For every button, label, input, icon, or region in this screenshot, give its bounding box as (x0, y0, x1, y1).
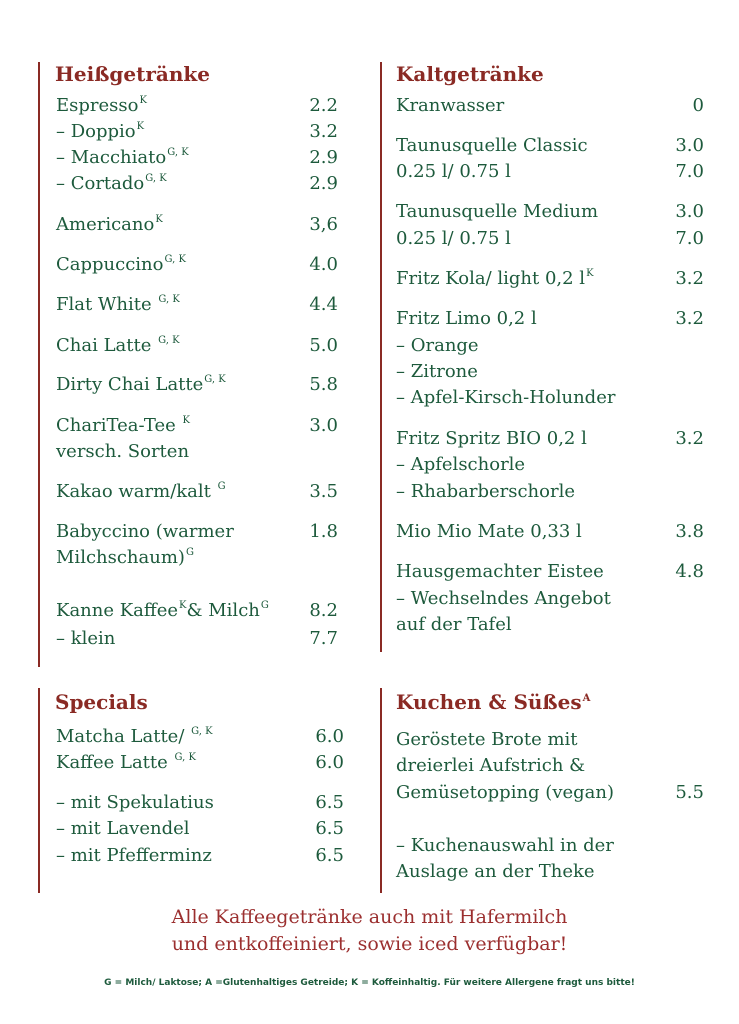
item-allergen: G, K (174, 752, 196, 763)
item-name: versch. Sorten (56, 441, 190, 462)
specials-section-border (38, 688, 40, 893)
item-name: Americano (56, 214, 155, 235)
item-name: Taunusquelle Classic (396, 135, 588, 156)
item-name-2: & Milch (186, 600, 260, 621)
menu-item (56, 547, 194, 568)
item-allergen: K (179, 600, 187, 611)
item-name: – Doppio (56, 121, 136, 142)
menu-item (396, 561, 604, 582)
item-name: ChariTea-Tee (56, 415, 182, 436)
item-price: 3.2 (309, 121, 338, 142)
menu-item (56, 415, 190, 436)
item-name: Kaffee Latte (56, 752, 174, 773)
menu-item (396, 782, 614, 803)
item-price: 3.0 (675, 201, 704, 222)
menu-item (396, 135, 588, 156)
menu-item (56, 818, 190, 839)
item-name: Taunusquelle Medium (396, 201, 599, 222)
item-price: 2.9 (309, 147, 338, 168)
item-price: 3,6 (309, 214, 338, 235)
menu-item (56, 214, 163, 235)
item-name: – Apfelschorle (396, 454, 526, 475)
item-allergen: G (185, 547, 194, 558)
item-name: – Cortado (56, 173, 145, 194)
item-allergen: K (139, 95, 147, 106)
item-name: – Apfel-Kirsch-Holunder (396, 387, 616, 408)
item-price: 6.5 (315, 845, 344, 866)
item-price: 7.0 (675, 161, 704, 182)
item-allergen: G, K (191, 726, 213, 737)
item-price: 3.5 (309, 481, 338, 502)
note-text (0, 904, 739, 958)
kalt-section-border (380, 62, 382, 652)
menu-item (56, 600, 269, 621)
item-name: – klein (56, 628, 116, 649)
item-price: 3.2 (675, 308, 704, 329)
item-price: 4.4 (309, 294, 338, 315)
item-price: 1.8 (309, 521, 338, 542)
item-name: Espresso (56, 95, 139, 116)
item-name: Flat White (56, 294, 158, 315)
menu-item (396, 335, 479, 356)
menu-item (56, 726, 213, 747)
note-line-1: Alle Kaffeegetränke auch mit Hafermilch (171, 906, 568, 928)
menu-item (396, 454, 525, 475)
item-name: 0.25 l/ 0.75 l (396, 161, 511, 182)
menu-item (396, 268, 594, 289)
item-name: Kakao warm/kalt (56, 481, 217, 502)
item-price: 3.0 (309, 415, 338, 436)
item-price: 3.8 (675, 521, 704, 542)
item-name: Hausgemachter Eistee (396, 561, 604, 582)
allergen-footer: G = Milch/ Laktose; A =Glutenhaltiges Getreide; K = Koffeinhaltig. Für weitere Allergene fragt uns bitte! (104, 978, 635, 988)
heiss-title: Heißgetränke (55, 62, 210, 86)
menu-item (56, 628, 115, 649)
item-price: 4.8 (675, 561, 704, 582)
item-name: Fritz Kola/ light 0,2 l (396, 268, 586, 289)
menu-item (396, 521, 582, 542)
item-name: – Kuchenauswahl in der (396, 835, 614, 856)
item-name: Gemüsetopping (vegan) (396, 782, 615, 803)
item-price: 6.0 (315, 726, 344, 747)
item-price: 2.2 (309, 95, 338, 116)
item-name: – Orange (396, 335, 479, 356)
menu-item (396, 95, 504, 116)
item-name: Kanne Kaffee (56, 600, 179, 621)
menu-item (396, 201, 598, 222)
item-name: – Zitrone (396, 361, 478, 382)
item-price: 5.0 (309, 335, 338, 356)
item-price: 0 (692, 95, 704, 116)
item-name: Matcha Latte/ (56, 726, 191, 747)
menu-item (396, 729, 578, 750)
menu-item (56, 441, 189, 462)
item-price: 7.7 (309, 628, 338, 649)
menu-item (396, 228, 511, 249)
item-allergen: G, K (167, 147, 189, 158)
item-price: 4.0 (309, 254, 338, 275)
menu-item (56, 121, 144, 142)
item-name: dreierlei Aufstrich & (396, 755, 586, 776)
menu-item (56, 294, 180, 315)
item-name: auf der Tafel (396, 614, 512, 635)
item-price: 7.0 (675, 228, 704, 249)
item-price: 2.9 (309, 173, 338, 194)
item-price: 3.0 (675, 135, 704, 156)
item-allergen: K (136, 121, 145, 132)
item-allergen: K (182, 415, 191, 426)
menu-item (396, 861, 595, 882)
menu-item (396, 835, 614, 856)
item-allergen: K (155, 214, 163, 225)
item-allergen: K (586, 268, 594, 279)
item-name: Fritz Spritz BIO 0,2 l (396, 428, 587, 449)
item-name: Auslage an der Theke (396, 861, 595, 882)
item-name: Fritz Limo 0,2 l (396, 308, 537, 329)
item-allergen-2: G (260, 600, 269, 611)
menu-item (396, 161, 511, 182)
heiss-section-border (38, 62, 40, 667)
menu-item (56, 374, 226, 395)
item-name: Dirty Chai Latte (56, 374, 204, 395)
menu-item (396, 481, 575, 502)
menu-item (396, 755, 585, 776)
kalt-title: Kaltgetränke (396, 62, 544, 86)
item-allergen: G, K (145, 173, 167, 184)
menu-item (396, 361, 478, 382)
menu-item (56, 95, 147, 116)
item-name: Chai Latte (56, 335, 158, 356)
item-name: Babyccino (warmer (56, 521, 234, 542)
kuchen-title (396, 690, 590, 714)
item-name: – Wechselndes Angebot (396, 588, 611, 609)
menu-item (56, 254, 186, 275)
menu-item (56, 521, 234, 542)
item-allergen: G, K (158, 335, 180, 346)
menu-item (396, 614, 512, 635)
menu-item (56, 752, 196, 773)
menu-item (56, 173, 167, 194)
item-name: – mit Lavendel (56, 818, 190, 839)
item-name: Cappuccino (56, 254, 164, 275)
menu-item (396, 428, 587, 449)
menu-item (56, 335, 180, 356)
menu-item (396, 588, 611, 609)
item-name: Kranwasser (396, 95, 505, 116)
item-name: – mit Spekulatius (56, 792, 214, 813)
item-price: 3.2 (675, 268, 704, 289)
menu-item (396, 308, 537, 329)
menu-item (56, 792, 214, 813)
item-name: 0.25 l/ 0.75 l (396, 228, 511, 249)
menu-item (56, 147, 189, 168)
item-name: Geröstete Brote mit (396, 729, 578, 750)
item-allergen: G (217, 481, 226, 492)
item-price: 5.5 (675, 782, 704, 803)
item-allergen: G, K (164, 254, 186, 265)
specials-title: Specials (55, 690, 148, 714)
kuchen-title-text: Kuchen & Süßes (396, 690, 582, 714)
item-allergen: G, K (158, 294, 180, 305)
item-price: 6.0 (315, 752, 344, 773)
kuchen-title-sup: A (582, 693, 591, 704)
item-price: 8.2 (309, 600, 338, 621)
item-name: – mit Pfefferminz (56, 845, 212, 866)
item-name: Milchschaum) (56, 547, 185, 568)
item-price: 3.2 (675, 428, 704, 449)
item-name: – Rhabarberschorle (396, 481, 575, 502)
menu-item (56, 481, 226, 502)
item-price: 5.8 (309, 374, 338, 395)
kuchen-section-border (380, 688, 382, 893)
item-name: – Macchiato (56, 147, 167, 168)
menu-item (56, 845, 212, 866)
item-price: 6.5 (315, 818, 344, 839)
note-line-2: und entkoffeiniert, sowie iced verfügbar! (171, 933, 568, 955)
item-price: 6.5 (315, 792, 344, 813)
item-name: Mio Mio Mate 0,33 l (396, 521, 582, 542)
item-allergen: G, K (204, 374, 226, 385)
menu-item (396, 387, 615, 408)
